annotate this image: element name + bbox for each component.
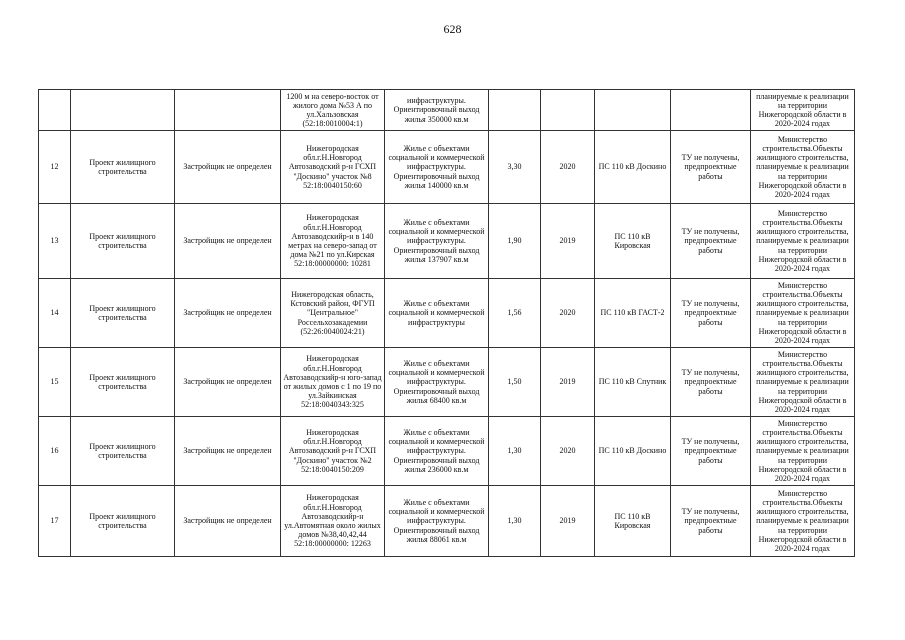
- table-row: [39, 131, 855, 204]
- program-cell: Министерство строительства.Объекты жилищного строительства, планируемые к реализации на территории Нижегородской области в 2020-2024 годах: [751, 279, 855, 348]
- object-cell: [71, 90, 175, 131]
- tu-status-cell: ТУ не получены, предпроектные работы: [671, 131, 751, 204]
- row-number: 14: [39, 279, 71, 348]
- power-cell: [489, 90, 541, 131]
- developer-cell: Застройщик не определен: [175, 417, 281, 486]
- tu-status-cell: ТУ не получены, предпроектные работы: [671, 348, 751, 417]
- row-number: [39, 90, 71, 131]
- developer-cell: Застройщик не определен: [175, 131, 281, 204]
- location-cell: Нижегородская обл.г.Н.Новгород Автозаводскийр-н в 140 метрах на северо-запад от дома №21 по ул.Кирская 52:18:00000000: 10281: [281, 204, 385, 279]
- power-cell: 1,90: [489, 204, 541, 279]
- substation-cell: ПС 110 кВ Кировская: [595, 204, 671, 279]
- location-cell: Нижегородская область, Кстовский район, ФГУП "Центральное" Россельхозакадемии (52:26:0040024:21): [281, 279, 385, 348]
- year-cell: [541, 90, 595, 131]
- table-row: [39, 90, 855, 131]
- year-cell: 2019: [541, 204, 595, 279]
- table-row: [39, 279, 855, 348]
- developer-cell: Застройщик не определен: [175, 204, 281, 279]
- purpose-cell: инфраструктуры. Ориентировочный выход жилья 350000 кв.м: [385, 90, 489, 131]
- table-row: [39, 204, 855, 279]
- table-row: [39, 417, 855, 486]
- program-cell: Министерство строительства.Объекты жилищного строительства, планируемые к реализации на территории Нижегородской области в 2020-2024 годах: [751, 417, 855, 486]
- object-cell: Проект жилищного строительства: [71, 417, 175, 486]
- substation-cell: ПС 110 кВ Доскино: [595, 131, 671, 204]
- row-number: 17: [39, 486, 71, 557]
- row-number: 16: [39, 417, 71, 486]
- table-row: [39, 486, 855, 557]
- object-cell: Проект жилищного строительства: [71, 204, 175, 279]
- power-cell: 3,30: [489, 131, 541, 204]
- year-cell: 2019: [541, 486, 595, 557]
- power-cell: 1,56: [489, 279, 541, 348]
- substation-cell: ПС 110 кВ Спутник: [595, 348, 671, 417]
- substation-cell: ПС 110 кВ ГАСТ-2: [595, 279, 671, 348]
- location-cell: 1200 м на северо-восток от жилого дома №53 А по ул.Хальзовская (52:18:0010004:1): [281, 90, 385, 131]
- location-cell: Нижегородская обл.г.Н.Новгород Автозаводский р-н ГСХП "Доскино" участок №2 52:18:0040150:209: [281, 417, 385, 486]
- year-cell: 2020: [541, 131, 595, 204]
- program-cell: Министерство строительства.Объекты жилищного строительства, планируемые к реализации на территории Нижегородской области в 2020-2024 годах: [751, 486, 855, 557]
- tu-status-cell: [671, 90, 751, 131]
- location-cell: Нижегородская обл.г.Н.Новгород Автозаводский р-н ГСХП "Доскино" участок №8 52:18:0040150:60: [281, 131, 385, 204]
- purpose-cell: Жилье с объектами социальной и коммерческой инфраструктуры. Ориентировочный выход жилья 140000 кв.м: [385, 131, 489, 204]
- purpose-cell: Жилье с объектами социальной и коммерческой инфраструктуры. Ориентировочный выход жилья 236000 кв.м: [385, 417, 489, 486]
- developer-cell: Застройщик не определен: [175, 348, 281, 417]
- year-cell: 2019: [541, 348, 595, 417]
- object-cell: Проект жилищного строительства: [71, 131, 175, 204]
- object-cell: Проект жилищного строительства: [71, 486, 175, 557]
- row-number: 12: [39, 131, 71, 204]
- substation-cell: ПС 110 кВ Доскино: [595, 417, 671, 486]
- developer-cell: Застройщик не определен: [175, 279, 281, 348]
- purpose-cell: Жилье с объектами социальной и коммерческой инфраструктуры. Ориентировочный выход жилья 68400 кв.м: [385, 348, 489, 417]
- year-cell: 2020: [541, 417, 595, 486]
- substation-cell: ПС 110 кВ Кировская: [595, 486, 671, 557]
- row-number: 15: [39, 348, 71, 417]
- tu-status-cell: ТУ не получены, предпроектные работы: [671, 204, 751, 279]
- object-cell: Проект жилищного строительства: [71, 279, 175, 348]
- year-cell: 2020: [541, 279, 595, 348]
- tu-status-cell: ТУ не получены, предпроектные работы: [671, 417, 751, 486]
- program-cell: Министерство строительства.Объекты жилищного строительства, планируемые к реализации на территории Нижегородской области в 2020-2024 годах: [751, 348, 855, 417]
- program-cell: планируемые к реализации на территории Нижегородской области в 2020-2024 годах: [751, 90, 855, 131]
- substation-cell: [595, 90, 671, 131]
- location-cell: Нижегородская обл.г.Н.Новгород Автозаводскийр-н ул.Автомятная около жилых домов №38,40,42,44 52:18:00000000: 12263: [281, 486, 385, 557]
- purpose-cell: Жилье с объектами социальной и коммерческой инфраструктуры. Ориентировочный выход жилья 137907 кв.м: [385, 204, 489, 279]
- location-cell: Нижегородская обл.г.Н.Новгород Автозаводскийр-н юго-запад от жилых домов с 1 по 19 по ул.Зайкинская 52:18:0040343:325: [281, 348, 385, 417]
- power-cell: 1,30: [489, 486, 541, 557]
- table-row: [39, 348, 855, 417]
- purpose-cell: Жилье с объектами социальной и коммерческой инфраструктуры. Ориентировочный выход жилья 88061 кв.м: [385, 486, 489, 557]
- power-cell: 1,50: [489, 348, 541, 417]
- developer-cell: [175, 90, 281, 131]
- power-cell: 1,30: [489, 417, 541, 486]
- program-cell: Министерство строительства.Объекты жилищного строительства, планируемые к реализации на территории Нижегородской области в 2020-2024 годах: [751, 204, 855, 279]
- developer-cell: Застройщик не определен: [175, 486, 281, 557]
- purpose-cell: Жилье с объектами социальной и коммерческой инфраструктуры: [385, 279, 489, 348]
- object-cell: Проект жилищного строительства: [71, 348, 175, 417]
- projects-table: [38, 89, 855, 557]
- tu-status-cell: ТУ не получены, предпроектные работы: [671, 279, 751, 348]
- tu-status-cell: ТУ не получены, предпроектные работы: [671, 486, 751, 557]
- row-number: 13: [39, 204, 71, 279]
- page-number: 628: [443, 22, 462, 36]
- program-cell: Министерство строительства.Объекты жилищного строительства, планируемые к реализации на территории Нижегородской области в 2020-2024 годах: [751, 131, 855, 204]
